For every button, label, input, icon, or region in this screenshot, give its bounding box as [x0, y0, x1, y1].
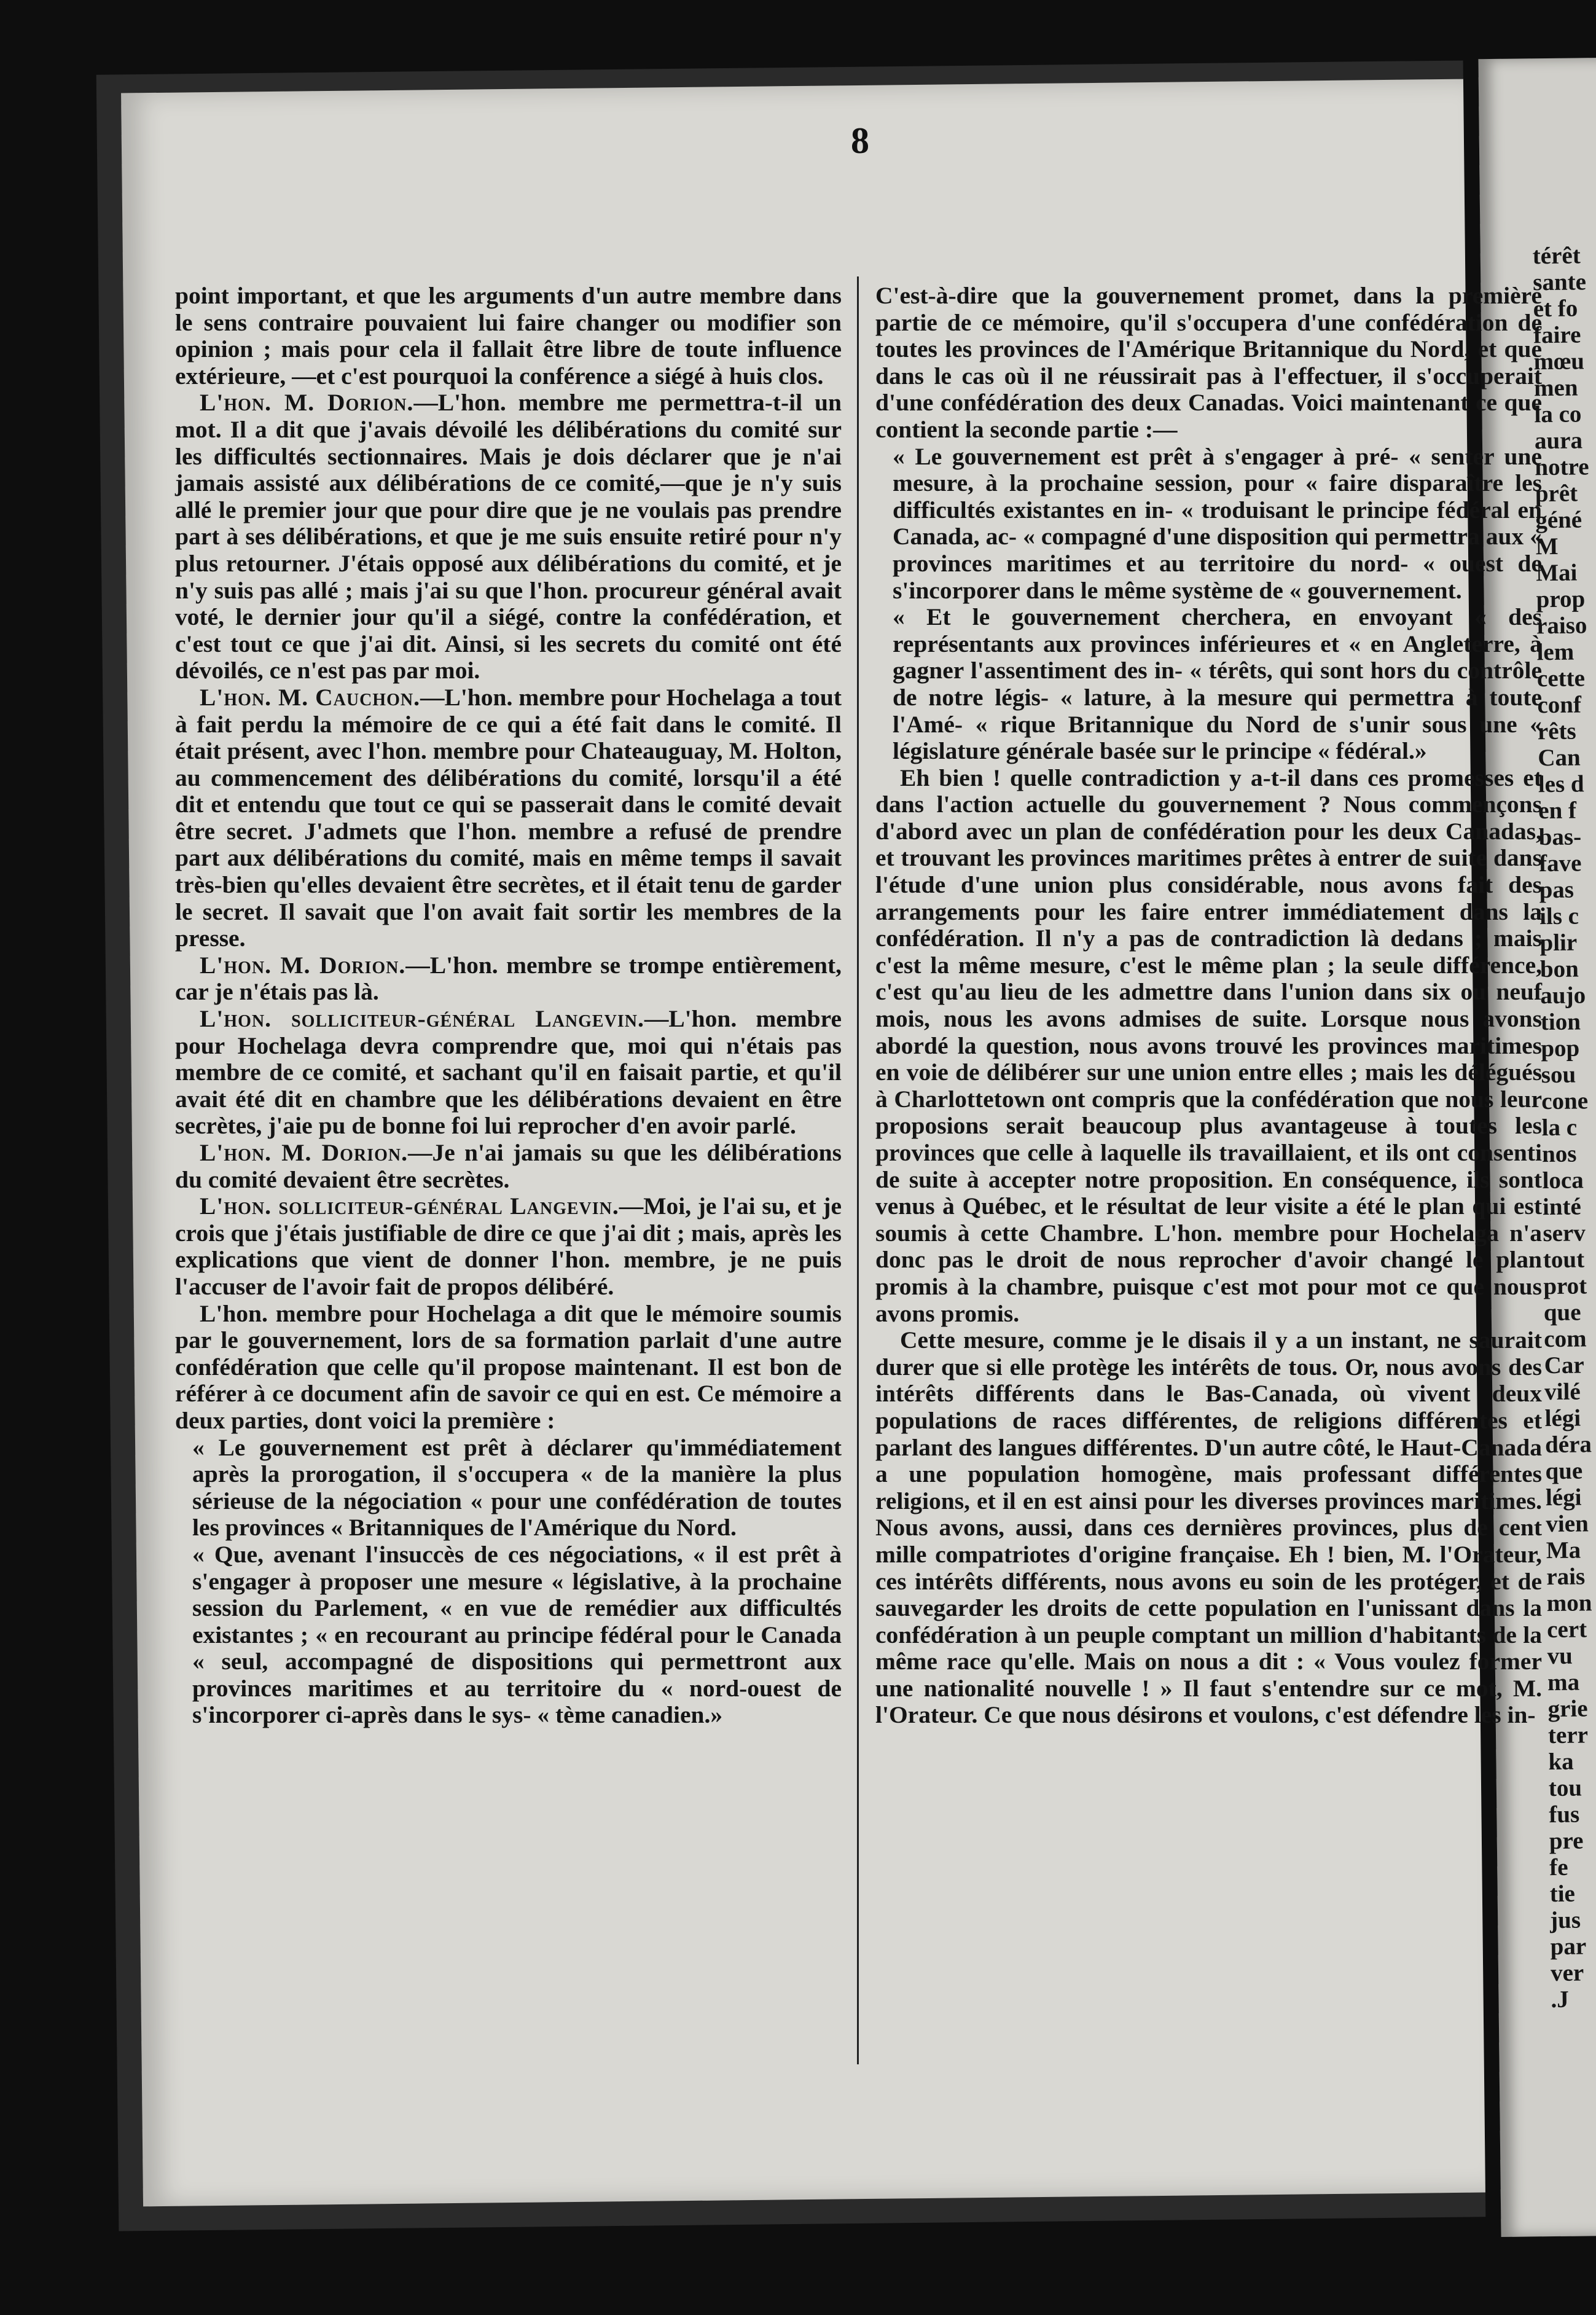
adjacent-page-fragment: ka	[1548, 1748, 1574, 1776]
adjacent-page-fragment: légi	[1544, 1404, 1581, 1432]
adjacent-page-fragment: sante	[1533, 268, 1587, 296]
adjacent-page-fragment: mon	[1546, 1589, 1592, 1617]
page-number: 8	[851, 120, 869, 161]
paragraph-text: —L'hon. membre se trompe entièrement, car je n'étais pas là.	[175, 951, 842, 1006]
paragraph-text: —Moi, je l'ai su, et je crois que j'étais justifiable de dire ce que j'ai dit ; mais, après les explications que vient de donner l'hon. membre, je ne puis l'accuser de l'avoir fait de propos délibéré.	[175, 1193, 842, 1300]
paragraph	[175, 390, 842, 684]
speaker-name: L'hon. solliciteur-général Langevin.	[200, 1005, 644, 1033]
column-divider	[857, 276, 859, 2064]
paragraph-text: « Et le gouvernement cherchera, en envoyant « des représentants aux provinces inférieures et « en Angleterre, à gagner l'assentiment des in- « térêts, qui sont hors du contrôle de notre légis- « lature, à la mesure qui permettra à toute l'Amé- « rique Britannique du Nord de s'unir sous une « législature générale basée sur le principe « fédéral.»	[893, 603, 1542, 765]
adjacent-page-fragment: vu	[1547, 1642, 1573, 1670]
adjacent-page-fragment: M	[1535, 533, 1559, 560]
paragraph	[175, 1006, 842, 1140]
paragraph-text: Eh bien ! quelle contradiction y a-t-il dans ces promesses et dans l'action actuelle du gouvernement ? Nous commençons d'abord avec un plan de confédération pour les deux Canadas, et trouvant les provinces maritimes prêtes à entrer de suite dans l'étude d'une union plus considérable, nous avons fait des arrangements pour les faire entrer immédiatement dans la confédération. Il n'y a pas de contradiction là dedans ; mais c'est la même mesure, c'est le même plan ; la seule différence, c'est qu'au lieu de les admettre dans l'union dans six ou neuf mois, nous les avons admises de suite. Lorsque nous avons abordé la question, nous avons trouvé les provinces maritimes en voie de délibérer sur une union entre elles ; mais les délégués à Charlottetown ont compris que la confédération que nous leur proposions serait beaucoup plus avantageuse à toutes les provinces que celle à laquelle ils travaillaient, et ils ont consenti de suite à accepter notre proposition. En conséquence, ils sont venus à Québec, et le résultat de leur visite a été le plan qui est soumis à cette Chambre. L'hon. membre pour Hochelaga n'a donc pas le droit de nous reprocher d'avoir changé le plan promis à la chambre, puisque c'est mot pour mot ce que nous avons promis.	[875, 764, 1542, 1327]
speaker-name: L'hon. solliciteur-général Langevin.	[200, 1193, 619, 1220]
adjacent-page-fragment: lem	[1536, 638, 1574, 666]
adjacent-page-fragment: com	[1544, 1325, 1587, 1353]
adjacent-page-fragment: inté	[1542, 1193, 1582, 1221]
paragraph-text: Cette mesure, comme je le disais il y a un instant, ne saurait durer que si elle protège les intérêts de tous. Or, nous avons des intérêts différents dans le Bas-Canada, où vivent deux populations de races différentes, de religions différentes et parlant des langues différentes. D'un autre côté, le Haut-Canada a une population homogène, mais professant différentes religions, et il en est ainsi pour les diverses provinces maritimes. Nous avons, aussi, dans ces dernières provinces, plus de cent mille compatriotes d'origine française. Eh ! bien, M. l'Orateur, ces intérêts différents, nous avons eu soin de les protéger, et de sauvegarder les droits de cette population en l'unissant dans la confédération à un peuple comptant un million d'habitants de la même race qu'elle. Mais on nous a dit : « Vous voulez former une nationalité nouvelle ! » Il faut s'entendre sur ce mot, M. l'Orateur. Ce que nous désirons et voulons, c'est défendre les in-	[875, 1326, 1542, 1729]
adjacent-page-fragment: tou	[1548, 1774, 1582, 1802]
paragraph	[875, 283, 1542, 444]
adjacent-page-fragment: aujo	[1540, 982, 1586, 1009]
adjacent-page-fragment: Ma	[1546, 1537, 1581, 1564]
adjacent-page-fragment: grie	[1547, 1695, 1588, 1723]
paragraph	[175, 952, 842, 1006]
adjacent-page-fragment: ils c	[1539, 903, 1579, 930]
adjacent-page-fragment: ver	[1550, 1959, 1584, 1987]
adjacent-page-fragment: sou	[1541, 1061, 1576, 1089]
adjacent-page-fragment: pre	[1549, 1827, 1584, 1855]
speaker-name: L'hon. M. Dorion.	[200, 389, 414, 417]
paragraph-text: —L'hon. membre pour Hochelaga a tout à fait perdu la mémoire de ce qui a été fait dans le comité. Il était présent, avec l'hon. membre pour Chateauguay, M. Holton, au commencement des délibérations du comité, lorsqu'il a été dit et entendu que tout ce qui se passerait dans le comité devait être secret. J'admets que l'hon. membre a refusé de prendre part aux délibérations du comité, mais en même temps il savait très-bien qu'elles devaient être secrètes, et il était tenu de garder le secret. Il savait que l'on avait fait sortir les membres de la presse.	[175, 683, 842, 952]
adjacent-page-fragment: en f	[1538, 797, 1577, 825]
adjacent-page-fragment: la c	[1541, 1114, 1578, 1142]
paragraph-text: L'hon. membre pour Hochelaga a dit que le mémoire soumis par le gouvernement, lors de sa formation parlait d'une autre confédération que celle qu'il propose maintenant. Il est bon de référer à ce document afin de savoir ce qui en est. Ce mémoire a deux parties, dont voici la première :	[175, 1299, 842, 1434]
adjacent-page-fragment: que	[1545, 1457, 1583, 1485]
paragraph-text: —L'hon. membre pour Hochelaga devra comprendre que, moi qui n'étais pas membre de ce comité, et sachant qu'il en faisait partie, et qu'il avait été dit en chambre que les délibérations devaient en être secrètes, j'aie pu de bonne foi lui reprocher d'en avoir parlé.	[175, 1005, 842, 1140]
adjacent-page-fragment: prot	[1543, 1272, 1587, 1300]
adjacent-page-fragment: Car	[1544, 1352, 1584, 1379]
adjacent-page-fragment: raiso	[1536, 612, 1587, 640]
paragraph-text: —Je n'ai jamais su que les délibérations du comité devaient être secrètes.	[175, 1139, 842, 1193]
adjacent-page-fragment: la co	[1534, 401, 1582, 428]
adjacent-page-fragment: mœu	[1533, 348, 1585, 375]
paragraph	[175, 1193, 842, 1300]
adjacent-page-fragment: faire	[1533, 321, 1581, 349]
adjacent-page-fragment: bas-	[1538, 823, 1582, 851]
adjacent-page-fragment: loca	[1542, 1167, 1584, 1194]
left-column	[175, 283, 842, 1729]
paragraph	[175, 283, 842, 390]
quoted-paragraph	[175, 1435, 842, 1541]
adjacent-page-fragment: vien	[1546, 1510, 1589, 1538]
paragraph	[175, 684, 842, 952]
right-column	[875, 283, 1542, 1729]
paragraph	[875, 1327, 1542, 1729]
adjacent-page-fragment: déra	[1544, 1431, 1592, 1459]
adjacent-page-fragment: men	[1533, 374, 1578, 402]
paragraph	[875, 765, 1542, 1327]
speaker-name: L'hon. M. Dorion.	[200, 951, 406, 979]
adjacent-page-fragment: tie	[1549, 1880, 1576, 1908]
adjacent-page-fragment: térêt	[1532, 242, 1581, 270]
adjacent-page-fragment: ma	[1547, 1669, 1580, 1696]
adjacent-page-fragment: nos	[1541, 1140, 1577, 1168]
paragraph-text: « Le gouvernement est prêt à s'engager à pré- « senter une mesure, à la prochaine session, pour « faire disparaître les difficultés existantes en in- « troduisant le principe fédéral en Canada, ac- « compagné d'une disposition qui permettra aux « provinces maritimes et au territoire du nord- « ouest de s'incorporer dans le même système de « gouvernement.	[893, 442, 1542, 604]
paragraph-text: C'est-à-dire que la gouvernement promet, dans la première partie de ce mémoire, qu'il s'occupera d'une confédération de toutes les provinces de l'Amérique Britannique du Nord, et que dans le cas où il ne réussirait pas à l'effectuer, il s'occuperait d'une confédération des deux Canadas. Voici maintenant ce que contient la seconde partie :—	[875, 282, 1542, 443]
adjacent-page-fragment: serv	[1543, 1220, 1586, 1247]
adjacent-page-fragment: tion	[1540, 1008, 1581, 1036]
quoted-paragraph	[875, 604, 1542, 765]
adjacent-page-fragment: pas	[1539, 876, 1574, 904]
adjacent-page-fragment: prop	[1536, 586, 1586, 613]
adjacent-page-fragment: rêts	[1537, 718, 1576, 745]
adjacent-page-fragment: par	[1550, 1933, 1587, 1961]
adjacent-page-fragment: que	[1543, 1299, 1581, 1326]
adjacent-page-text-fragments	[1533, 242, 1596, 2013]
adjacent-page-fragment: plir	[1539, 929, 1578, 957]
adjacent-page-fragment: vilé	[1544, 1378, 1581, 1406]
adjacent-page-fragment: et fo	[1533, 295, 1578, 323]
adjacent-page-fragment: fe	[1549, 1854, 1568, 1881]
adjacent-page-fragment: aura	[1534, 427, 1583, 455]
adjacent-page-fragment: terr	[1547, 1722, 1589, 1749]
adjacent-page-fragment: légi	[1545, 1484, 1582, 1511]
quoted-paragraph	[175, 1541, 842, 1729]
adjacent-page-fragment: jus	[1549, 1906, 1581, 1934]
paragraph-text: « Que, avenant l'insuccès de ces négociations, « il est prêt à s'engager à proposer une mesure « législative, à la prochaine session du Parlement, « en vue de remédier aux difficultés existantes ; « en recourant au principe fédéral pour le Canada « seul, accompagné de dispositions qui permettront aux provinces maritimes et au territoire du « nord-ouest de s'incorporer ci-après dans le sys- « tème canadien.»	[192, 1540, 842, 1729]
adjacent-page-fragment: prêt	[1535, 480, 1578, 507]
paragraph	[175, 1301, 842, 1435]
paragraph	[175, 1140, 842, 1193]
adjacent-page-fragment: conf	[1537, 691, 1582, 719]
adjacent-page-fragment: Mai	[1535, 559, 1578, 587]
adjacent-page-fragment: tout	[1543, 1246, 1585, 1274]
adjacent-page-fragment: les d	[1538, 770, 1584, 798]
adjacent-page-fragment: notre	[1535, 453, 1589, 481]
adjacent-page-fragment: bon	[1539, 955, 1579, 983]
paragraph-text: point important, et que les arguments d'un autre membre dans le sens contraire pouvaient lui faire changer ou modifier son opinion ; mais pour cela il fallait être libre de toute influence extérieure, —et c'est pourquoi la conférence a siégé à huis clos.	[175, 282, 842, 390]
speaker-name: L'hon. M. Cauchon.	[200, 683, 420, 711]
paragraph-text: —L'hon. membre me permettra-t-il un mot. Il a dit que j'avais dévoilé les délibérations du comité sur les difficultés sectionnaires. Mais je dois déclarer que je n'ai jamais assisté aux délibérations de ce comité,—que je n'y suis allé le premier jour que pour dire que je ne voulais pas prendre part à ses délibérations, et que je me suis ensuite retiré pour n'y plus retourner. J'étais opposé aux délibérations du comité, et je n'y suis pas allé ; mais j'ai su que l'hon. procureur général avait voté, le dernier jour qu'il a siégé, contre la confédération, et c'est tout ce que j'ai dit. Ainsi, si les secrets du comité ont été dévoilés, ce n'est pas par moi.	[175, 389, 842, 684]
adjacent-page-fragment: .J	[1551, 1986, 1569, 2013]
adjacent-page-fragment: fus	[1549, 1801, 1580, 1828]
adjacent-page-fragment: Can	[1538, 744, 1581, 772]
adjacent-page-fragment: cette	[1536, 665, 1586, 692]
adjacent-page-fragment: cert	[1546, 1616, 1587, 1643]
paragraph-text: « Le gouvernement est prêt à déclarer qu'immédiatement après la prorogation, il s'occupera « de la manière la plus sérieuse de la négociation « pour une confédération de toutes les provinces « Britanniques de l'Amérique du Nord.	[192, 1433, 842, 1541]
speaker-name: L'hon. M. Dorion.	[200, 1139, 408, 1166]
adjacent-page-fragment: cone	[1541, 1087, 1589, 1115]
adjacent-page-fragment: géné	[1535, 506, 1582, 534]
adjacent-page-fragment: pop	[1541, 1035, 1580, 1062]
adjacent-page-fragment: fave	[1538, 850, 1582, 877]
quoted-paragraph	[875, 444, 1542, 605]
adjacent-page-fragment: rais	[1546, 1563, 1586, 1591]
